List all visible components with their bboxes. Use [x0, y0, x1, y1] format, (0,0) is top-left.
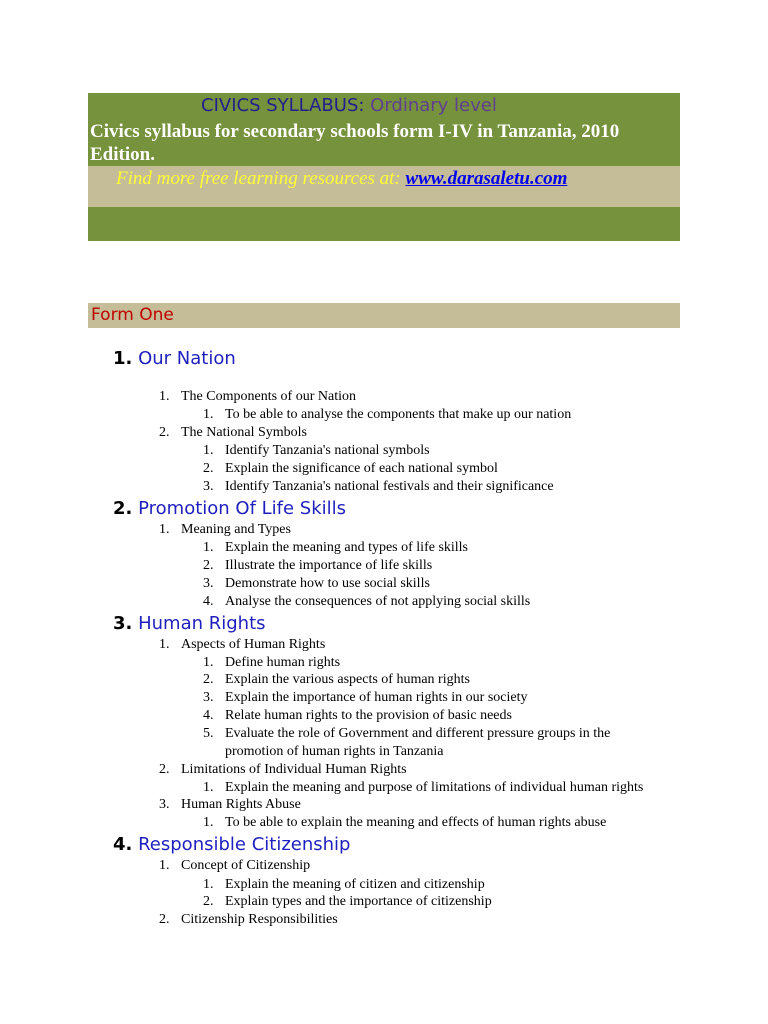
section-heading — [113, 348, 236, 370]
objective-item: 1. Define human rights — [203, 655, 341, 670]
resources-link[interactable]: www.darasaletu.com — [405, 168, 568, 189]
objective-item: 4. Analyse the consequences of not applying social skills — [203, 594, 531, 609]
topic-item: 2. Limitations of Individual Human Rights — [159, 762, 407, 777]
header-banner — [88, 93, 680, 241]
topic-item: 1. The Components of our Nation — [159, 389, 356, 404]
objective-item: 5. Evaluate the role of Government and different pressure groups in the promotion of human rights in Tanzania — [203, 726, 611, 759]
topic-item: 1. Meaning and Types — [159, 522, 291, 537]
section-title: Promotion Of Life Skills — [138, 498, 347, 519]
section-heading — [113, 613, 266, 635]
objective-item: 3. Explain the importance of human rights in our society — [203, 690, 528, 705]
objective-item: 1. Identify Tanzania's national symbols — [203, 443, 430, 458]
form-heading-bar — [88, 303, 680, 328]
section-number: 2. — [113, 498, 133, 519]
section-number: 1. — [113, 348, 133, 369]
objective-item: 1. To be able to analyse the components that make up our nation — [203, 407, 572, 422]
objective-item: 2. Illustrate the importance of life skills — [203, 558, 433, 573]
section-heading — [113, 498, 346, 520]
resources-line — [116, 167, 567, 190]
page-subtitle: Civics syllabus for secondary schools form I-IV in Tanzania, 2010 Edition. — [90, 121, 620, 165]
objective-item: 1. Explain the meaning and purpose of limitations of individual human rights — [203, 780, 644, 795]
topic-item: 1. Aspects of Human Rights — [159, 637, 326, 652]
title-main: CIVICS SYLLABUS: — [201, 95, 371, 116]
topic-item: 1. Concept of Citizenship — [159, 858, 311, 873]
resources-text: Find more free learning resources at: — [116, 168, 406, 189]
objective-item: 3. Identify Tanzania's national festivals and their significance — [203, 479, 554, 494]
section-title: Human Rights — [138, 613, 266, 634]
topic-item: 2. Citizenship Responsibilities — [159, 912, 338, 927]
objective-item: 2. Explain the various aspects of human rights — [203, 672, 470, 687]
objective-item: 2. Explain types and the importance of citizenship — [203, 894, 492, 909]
banner-bottom-band — [88, 207, 680, 241]
objective-item: 1. Explain the meaning and types of life skills — [203, 540, 469, 555]
section-title: Responsible Citizenship — [138, 834, 351, 855]
title-level: Ordinary level — [370, 95, 497, 116]
section-number: 4. — [113, 834, 133, 855]
topic-item: 2. The National Symbols — [159, 425, 307, 440]
objective-item: 3. Demonstrate how to use social skills — [203, 576, 430, 591]
objective-item: 4. Relate human rights to the provision of basic needs — [203, 708, 512, 723]
objective-item: 1. To be able to explain the meaning and effects of human rights abuse — [203, 815, 607, 830]
objective-item: 2. Explain the significance of each national symbol — [203, 461, 498, 476]
objective-item: 1. Explain the meaning of citizen and citizenship — [203, 877, 485, 892]
section-heading — [113, 834, 350, 856]
section-number: 3. — [113, 613, 133, 634]
section-title: Our Nation — [138, 348, 236, 369]
form-heading: Form One — [91, 305, 174, 325]
topic-item: 3. Human Rights Abuse — [159, 797, 301, 812]
page-title — [201, 95, 497, 117]
